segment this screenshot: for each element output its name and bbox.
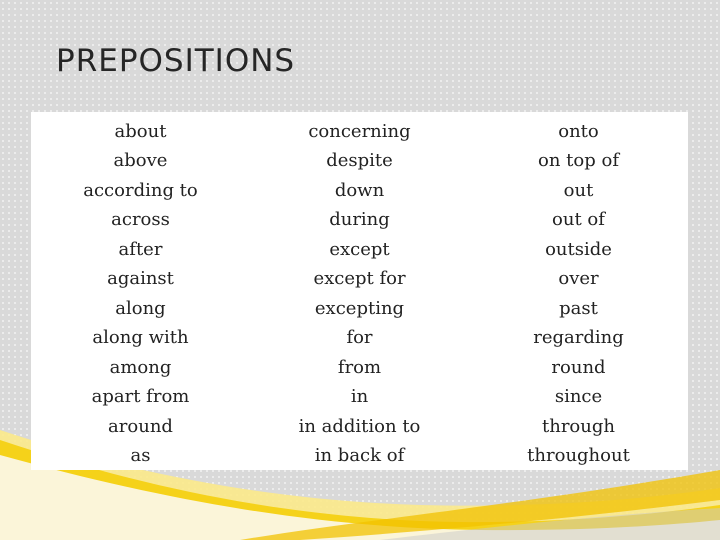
- preposition-cell: past: [559, 298, 598, 319]
- preposition-cell: out of: [552, 209, 605, 230]
- preposition-cell: outside: [545, 239, 612, 260]
- preposition-cell: excepting: [314, 298, 405, 319]
- preposition-cell: according to: [83, 180, 198, 201]
- preposition-cell: across: [111, 209, 170, 230]
- preposition-cell: along: [115, 298, 166, 319]
- preposition-cell: against: [107, 268, 174, 289]
- prepositions-column-3: [469, 112, 688, 470]
- preposition-cell: out: [563, 180, 594, 201]
- preposition-cell: except for: [313, 268, 406, 289]
- preposition-cell: regarding: [533, 327, 624, 348]
- preposition-cell: for: [346, 327, 373, 348]
- preposition-cell: from: [337, 357, 382, 378]
- preposition-cell: through: [542, 416, 615, 437]
- preposition-cell: over: [558, 268, 599, 289]
- preposition-cell: above: [113, 150, 168, 171]
- preposition-cell: during: [329, 209, 390, 230]
- preposition-cell: about: [114, 121, 167, 142]
- preposition-cell: down: [334, 180, 385, 201]
- preposition-cell: after: [118, 239, 163, 260]
- preposition-cell: as: [130, 445, 151, 466]
- preposition-cell: around: [108, 416, 173, 437]
- preposition-cell: on top of: [538, 150, 619, 171]
- preposition-cell: in addition to: [298, 416, 421, 437]
- preposition-cell: apart from: [91, 386, 190, 407]
- prepositions-column-2: [250, 112, 469, 470]
- preposition-cell: among: [109, 357, 172, 378]
- preposition-cell: since: [554, 386, 603, 407]
- prepositions-column-1: [31, 112, 250, 470]
- preposition-cell: round: [551, 357, 606, 378]
- preposition-cell: onto: [558, 121, 599, 142]
- preposition-cell: throughout: [527, 445, 630, 466]
- preposition-cell: despite: [326, 150, 393, 171]
- preposition-cell: except: [329, 239, 390, 260]
- preposition-cell: in: [350, 386, 369, 407]
- slide-title: PREPOSITIONS: [56, 43, 296, 79]
- preposition-cell: along with: [92, 327, 189, 348]
- preposition-cell: in back of: [314, 445, 405, 466]
- prepositions-table: [31, 112, 688, 470]
- preposition-cell: concerning: [308, 121, 411, 142]
